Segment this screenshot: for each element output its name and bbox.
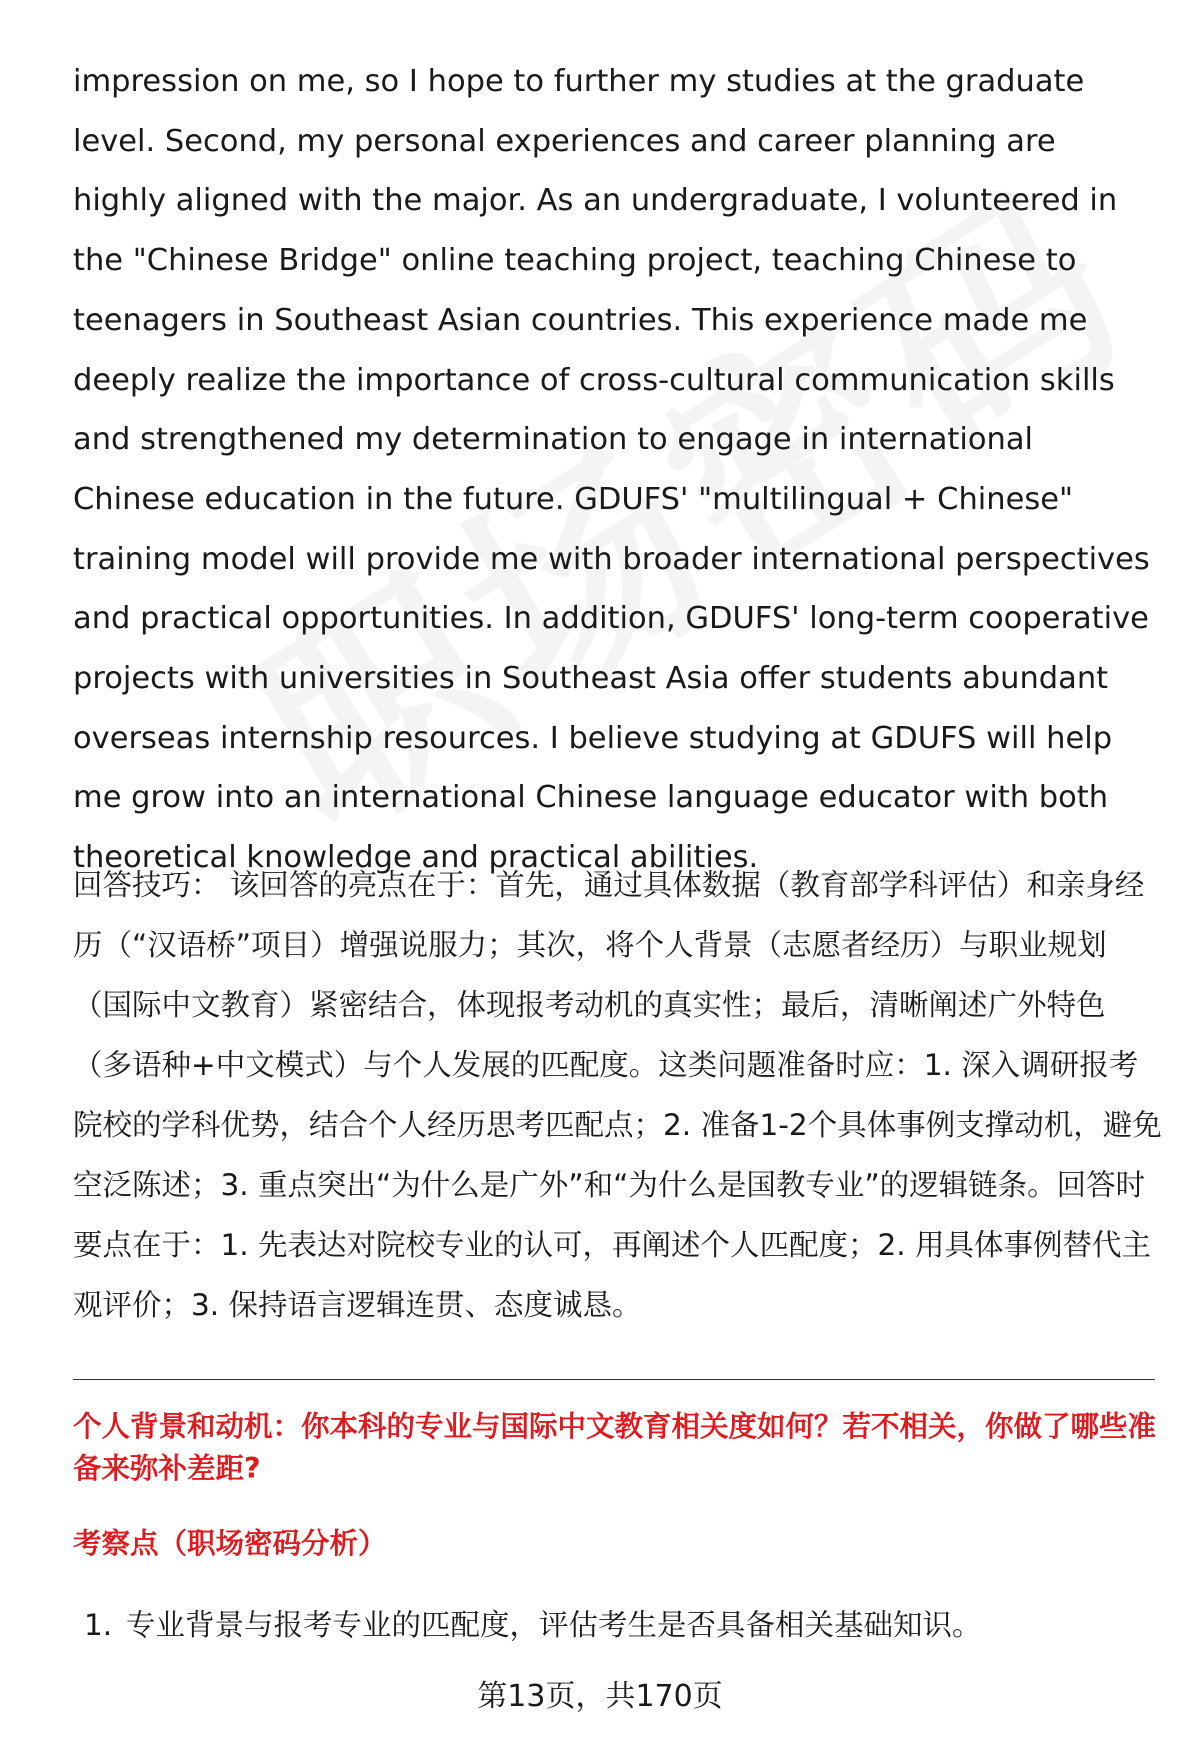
section-divider [73, 1379, 1155, 1380]
question-text: 个人背景和动机：你本科的专业与国际中文教育相关度如何？若不相关，你做了哪些准备来弥补差距? [73, 1410, 1157, 1485]
list-item-number: 1. [84, 1608, 113, 1642]
list-item [84, 1604, 1144, 1646]
list-item-text: 专业背景与报考专业的匹配度，评估考生是否具备相关基础知识。 [126, 1608, 982, 1642]
answer-tips-section [73, 855, 1163, 1335]
assessment-points-heading: 考察点（职场密码分析） [73, 1527, 387, 1560]
page-number-footer: 第13页，共170页 [477, 1679, 723, 1714]
sample-answer-paragraph: impression on me, so I hope to further my studies at the graduate level. Second, my personal experiences and career planning are highly aligned with the major. As an undergraduate, I volunteered in the "Chinese Bridge" online teaching project, teaching Chinese to teenagers in Southeast Asian countries. This experience made me deeply realize the importance of cross-cultural communication skills and strengthened my determination to engage in international Chinese education in the future. GDUFS' "multilingual + Chinese" training model will provide me with broader international perspectives and practical opportunities. In addition, GDUFS' long-term cooperative projects with universities in Southeast Asia offer students abundant overseas internship resources. I believe studying at GDUFS will help me grow into an international Chinese language educator with both theoretical knowledge and practical abilities. [73, 64, 1150, 876]
sample-answer-section [73, 52, 1153, 888]
interview-question [73, 1406, 1158, 1490]
answer-tips-paragraph: 回答技巧： 该回答的亮点在于：首先，通过具体数据（教育部学科评估）和亲身经历（“汉语桥”项目）增强说服力；其次，将个人背景（志愿者经历）与职业规划（国际中文教育）紧密结合，体现报考动机的真实性；最后，清晰阐述广外特色（多语种+中文模式）与个人发展的匹配度。这类问题准备时应：1. 深入调研报考院校的学科优势，结合个人经历思考匹配点；2. 准备1-2个具体事例支撑动机，避免空泛陈述；3. 重点突出“为什么是广外”和“为什么是国教专业”的逻辑链条。回答时要点在于：1. 先表达对院校专业的认可，再阐述个人匹配度；2. 用具体事例替代主观评价；3. 保持语言逻辑连贯、态度诚恳。 [73, 868, 1162, 1322]
